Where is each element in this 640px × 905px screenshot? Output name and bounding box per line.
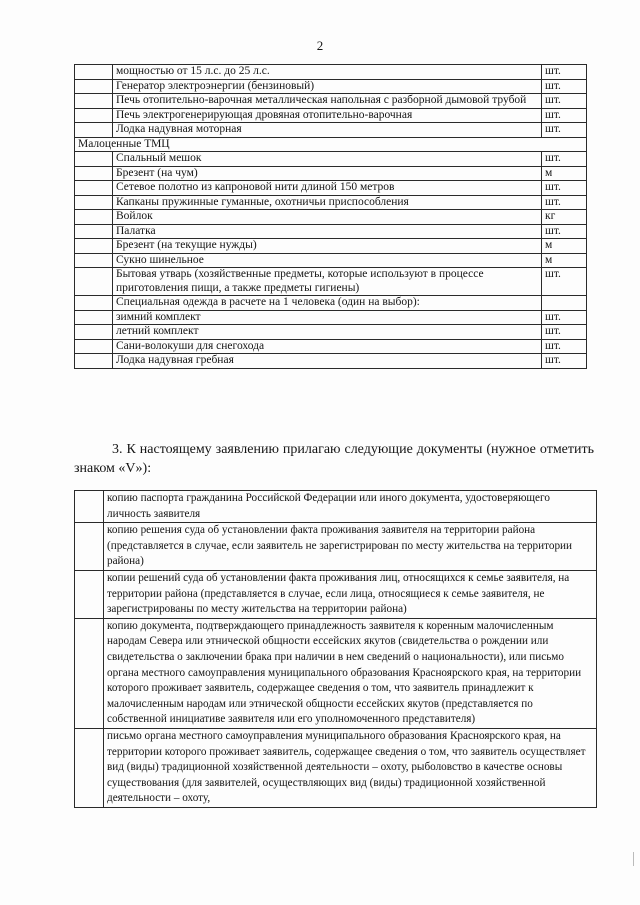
blank-cell xyxy=(75,123,113,138)
blank-cell xyxy=(75,354,113,369)
item-unit: кг xyxy=(542,210,587,225)
item-name: Лодка надувная гребная xyxy=(113,354,542,369)
checkbox-cell[interactable] xyxy=(75,491,104,523)
document-text: копию паспорта гражданина Российской Федерации или иного документа, удостоверяющего личность заявителя xyxy=(104,491,597,523)
table-row xyxy=(75,268,587,296)
item-name: Печь отопительно-варочная металлическая напольная с разборной дымовой трубой xyxy=(113,94,542,109)
table-row xyxy=(75,65,587,80)
checkbox-cell[interactable] xyxy=(75,570,104,618)
equipment-table xyxy=(74,64,587,369)
item-unit: шт. xyxy=(542,310,587,325)
item-name: Печь электрогенерирующая дровяная отопительно-варочная xyxy=(113,108,542,123)
table-row xyxy=(75,310,587,325)
item-unit: шт. xyxy=(542,195,587,210)
blank-cell xyxy=(75,268,113,296)
item-name: Бытовая утварь (хозяйственные предметы, которые используют в процессе приготовления пищи, а также предметы гигиены) xyxy=(113,268,542,296)
item-unit: шт. xyxy=(542,152,587,167)
item-name: Брезент (на текущие нужды) xyxy=(113,239,542,254)
document-text: письмо органа местного самоуправления муниципального образования Красноярского края, на территории которого проживает заявитель, содержащее сведения о том, что заявитель осуществляет вид (виды) традиционной хозяйственной деятельности – охоту, рыболовство в качестве основы существования (для заявителей, осуществляющих вид (виды) традиционной хозяйственной деятельности – охоту, xyxy=(104,728,597,807)
section-label: Малоценные ТМЦ xyxy=(75,137,587,152)
table-row xyxy=(75,224,587,239)
blank-cell xyxy=(75,166,113,181)
table-row xyxy=(75,354,587,369)
document-row xyxy=(75,728,597,807)
blank-cell xyxy=(75,296,113,311)
checkbox-cell[interactable] xyxy=(75,523,104,571)
item-unit: шт. xyxy=(542,268,587,296)
item-unit: шт. xyxy=(542,325,587,340)
blank-cell xyxy=(75,152,113,167)
item-name: Палатка xyxy=(113,224,542,239)
table-row xyxy=(75,152,587,167)
item-unit: шт. xyxy=(542,354,587,369)
blank-cell xyxy=(75,195,113,210)
document-text: копию решения суда об установлении факта проживания заявителя на территории района (представляется в случае, если заявитель не зарегистрирован по месту жительства на территории района) xyxy=(104,523,597,571)
blank-cell xyxy=(75,210,113,225)
table-row xyxy=(75,181,587,196)
table-row xyxy=(75,166,587,181)
item-unit: шт. xyxy=(542,224,587,239)
blank-cell xyxy=(75,325,113,340)
document-text: копию документа, подтверждающего принадлежность заявителя к коренным малочисленным народам Севера или этнической общности ессейских якутов (свидетельства о рождении или свидетельства о заключении брака при наличии в нем сведений о национальности), или письмо органа местного самоуправления муниципального образования Красноярского края, на территории которого проживает заявитель, содержащее сведения о том, что заявитель принадлежит к малочисленным народам или этнической общности ессейских якутов (представляется по собственной инициативе заявителя или его уполномоченного представителя) xyxy=(104,618,597,728)
table-row xyxy=(75,339,587,354)
item-name: летний комплект xyxy=(113,325,542,340)
document-row xyxy=(75,523,597,571)
blank-cell xyxy=(75,181,113,196)
item-unit: шт. xyxy=(542,108,587,123)
table-row xyxy=(75,253,587,268)
document-row xyxy=(75,570,597,618)
item-name: Войлок xyxy=(113,210,542,225)
blank-cell xyxy=(75,94,113,109)
page-number: 2 xyxy=(316,38,324,53)
item-name: Генератор электроэнергии (бензиновый) xyxy=(113,79,542,94)
item-name: Капканы пружинные гуманные, охотничьи приспособления xyxy=(113,195,542,210)
item-name: Сетевое полотно из капроновой нити длиной 150 метров xyxy=(113,181,542,196)
documents-table xyxy=(74,490,597,808)
table-row xyxy=(75,123,587,138)
item-unit: м xyxy=(542,253,587,268)
item-name: Лодка надувная моторная xyxy=(113,123,542,138)
item-name: зимний комплект xyxy=(113,310,542,325)
item-name: Сани-волокуши для снегохода xyxy=(113,339,542,354)
item-unit: шт. xyxy=(542,94,587,109)
item-unit: шт. xyxy=(542,123,587,138)
item-unit: м xyxy=(542,239,587,254)
item-unit xyxy=(542,296,587,311)
blank-cell xyxy=(75,79,113,94)
item-name: Спальный мешок xyxy=(113,152,542,167)
item-unit: шт. xyxy=(542,339,587,354)
table-row xyxy=(75,325,587,340)
checkbox-cell[interactable] xyxy=(75,728,104,807)
table-row xyxy=(75,108,587,123)
item-unit: м xyxy=(542,166,587,181)
item-name: Брезент (на чум) xyxy=(113,166,542,181)
checkbox-cell[interactable] xyxy=(75,618,104,728)
table-section-row xyxy=(75,137,587,152)
blank-cell xyxy=(75,224,113,239)
item-unit: шт. xyxy=(542,79,587,94)
blank-cell xyxy=(75,65,113,80)
blank-cell xyxy=(75,310,113,325)
blank-cell xyxy=(75,253,113,268)
table-row xyxy=(75,296,587,311)
blank-cell xyxy=(75,108,113,123)
item-name: Сукно шинельное xyxy=(113,253,542,268)
item-name: мощностью от 15 л.с. до 25 л.с. xyxy=(113,65,542,80)
table-row xyxy=(75,79,587,94)
table-row xyxy=(75,195,587,210)
blank-cell xyxy=(75,339,113,354)
blank-cell xyxy=(75,239,113,254)
item-unit: шт. xyxy=(542,181,587,196)
document-row xyxy=(75,618,597,728)
item-unit: шт. xyxy=(542,65,587,80)
table-row xyxy=(75,94,587,109)
document-text: копии решений суда об установлении факта проживания лиц, относящихся к семье заявителя, на территории района (представляется в случае, если лица, относящиеся к семье заявителя, не зарегистрированы по месту жительства на территории района) xyxy=(104,570,597,618)
scan-edge-mark xyxy=(633,852,634,866)
paragraph-3: 3. К настоящему заявлению прилагаю следующие документы (нужное отметить знаком «V»): xyxy=(74,442,594,476)
item-name: Специальная одежда в расчете на 1 человека (один на выбор): xyxy=(113,296,542,311)
table-row xyxy=(75,210,587,225)
document-row xyxy=(75,491,597,523)
table-row xyxy=(75,239,587,254)
